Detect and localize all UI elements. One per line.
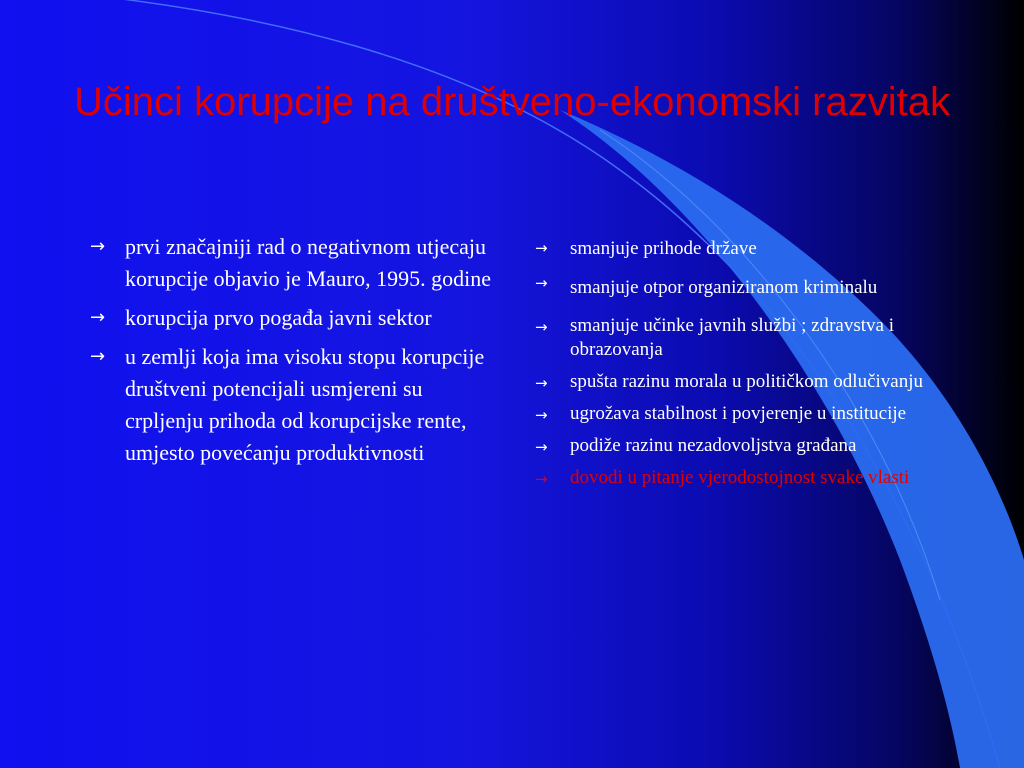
right-bullet-list	[535, 235, 935, 498]
list-item	[535, 434, 935, 458]
list-item	[535, 270, 935, 306]
list-item	[535, 370, 935, 394]
list-item-text: prvi značajniji rad o negativnom utjecaju korupcije objavio je Mauro, 1995. godine	[125, 234, 491, 291]
list-item	[90, 341, 500, 469]
list-item	[535, 235, 935, 262]
right-arrow-icon: →	[90, 236, 106, 257]
list-item-text: korupcija prvo pogađa javni sektor	[125, 305, 432, 330]
right-arrow-icon: →	[535, 438, 548, 456]
list-item	[535, 314, 935, 362]
list-item	[90, 302, 500, 334]
right-arrow-icon: →	[535, 470, 548, 488]
right-arrow-icon: →	[535, 239, 548, 257]
list-item-text: podiže razinu nezadovoljstva građana	[570, 435, 857, 456]
list-item	[90, 231, 500, 295]
left-bullet-list	[90, 231, 500, 476]
right-arrow-icon: →	[90, 346, 106, 367]
list-item-text: spušta razinu morala u političkom odlučivanju	[570, 371, 924, 392]
right-arrow-icon: →	[90, 307, 106, 328]
list-item-text: ugrožava stabilnost i povjerenje u institucije	[570, 403, 907, 424]
list-item-text: smanjuje otpor organiziranom kriminalu	[570, 277, 878, 298]
right-arrow-icon: →	[535, 406, 548, 424]
list-item-text: u zemlji koja ima visoku stopu korupcije društveni potencijali usmjereni su crpljenju prihoda od korupcijske rente, umjesto povećanju produktivnosti	[125, 344, 485, 465]
list-item-text: dovodi u pitanje vjerodostojnost svake vlasti	[570, 467, 910, 488]
slide-title: Učinci korupcije na društveno-ekonomski razvitak	[74, 80, 950, 124]
right-arrow-icon: →	[535, 318, 548, 336]
list-item-highlighted	[535, 466, 935, 490]
list-item	[535, 402, 935, 426]
right-arrow-icon: →	[535, 374, 548, 392]
list-item-text: smanjuje prihode države	[570, 238, 757, 259]
list-item-text: smanjuje učinke javnih službi ; zdravstva i obrazovanja	[570, 315, 894, 360]
right-arrow-icon: →	[535, 274, 548, 292]
